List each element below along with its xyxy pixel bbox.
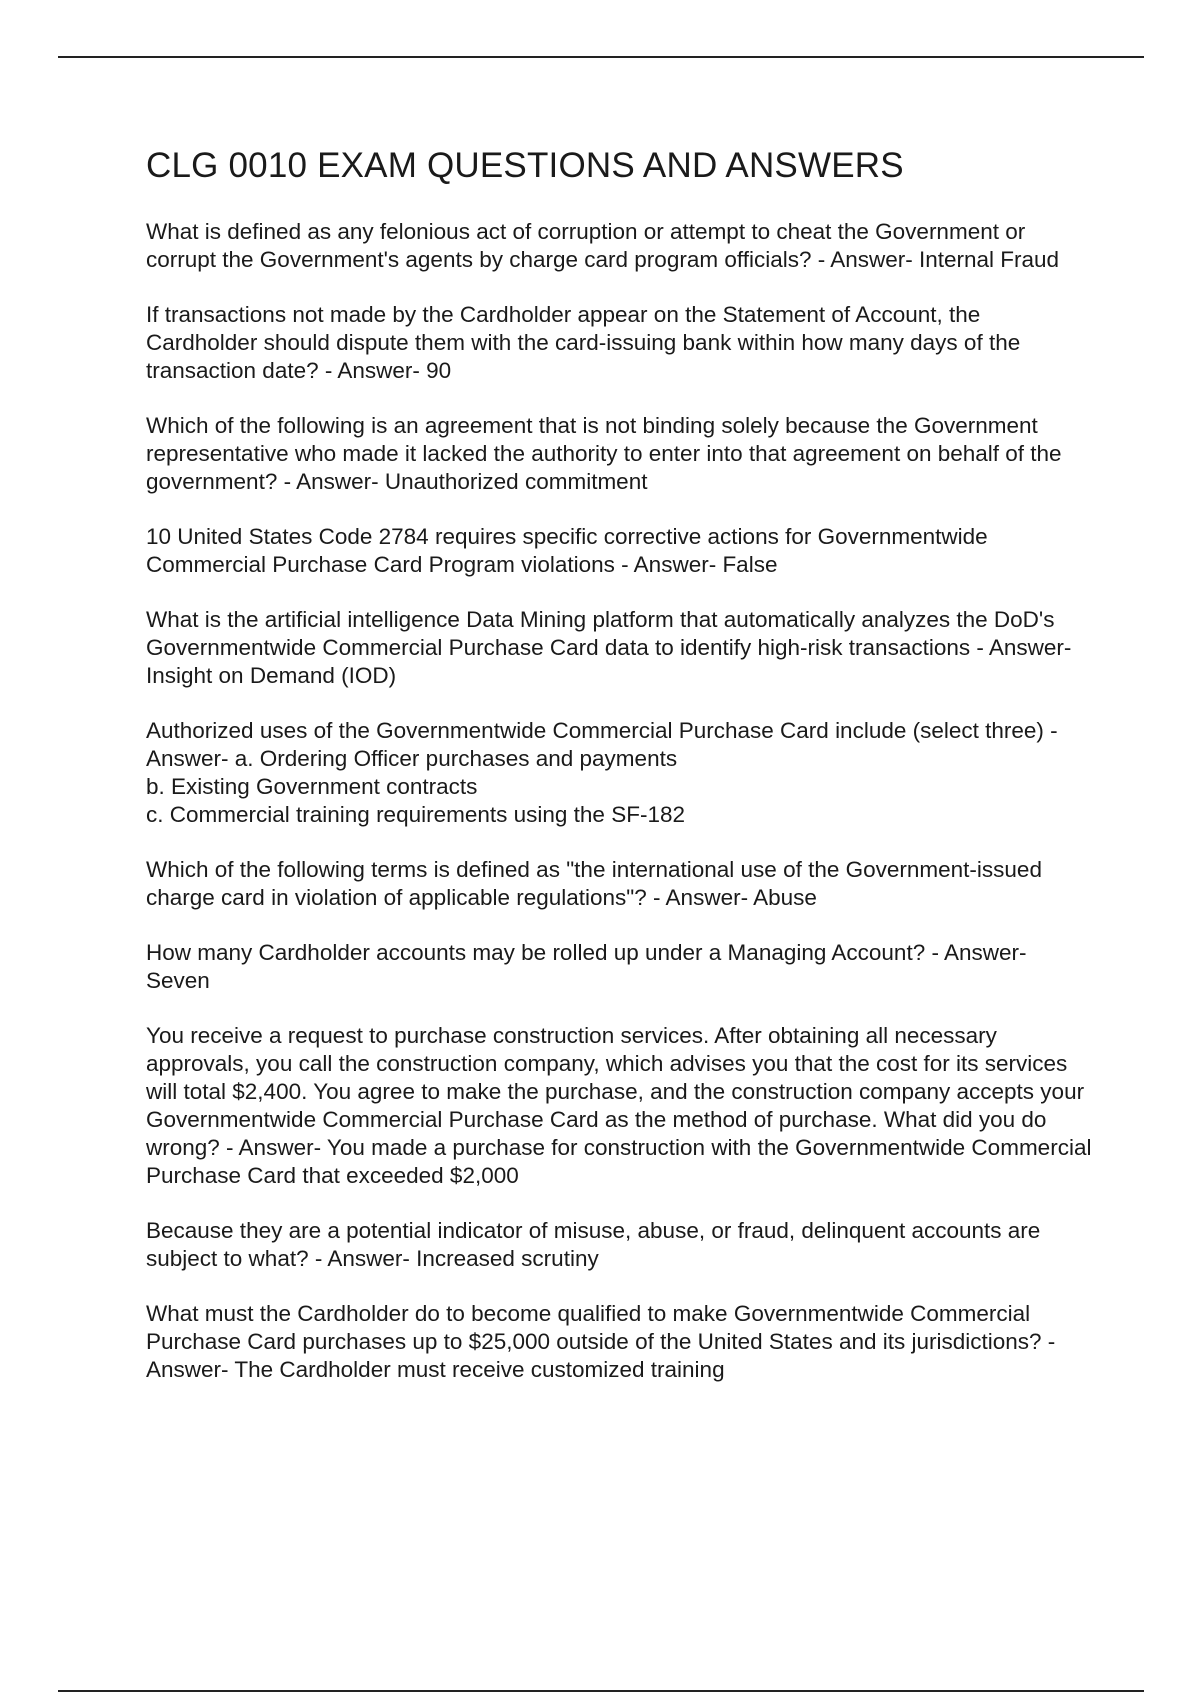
qa-item: Authorized uses of the Governmentwide Commercial Purchase Card include (select three) - Answer- a. Ordering Officer purchases and payments b. Existing Government contracts c. Commercial training requirements using the SF-182 xyxy=(146,718,1058,827)
qa-item: If transactions not made by the Cardholder appear on the Statement of Account, the Cardholder should dispute them with the card-issuing bank within how many days of the transaction date? - Answer- 90 xyxy=(146,302,1021,383)
qa-item: How many Cardholder accounts may be rolled up under a Managing Account? - Answer- Seven xyxy=(146,940,1027,993)
qa-item: Because they are a potential indicator of misuse, abuse, or fraud, delinquent accounts are subject to what? - Answer- Increased scrutiny xyxy=(146,1218,1041,1271)
document-body xyxy=(146,140,1096,1411)
page-title: CLG 0010 EXAM QUESTIONS AND ANSWERS xyxy=(146,146,904,185)
qa-list xyxy=(146,218,1096,1384)
qa-item: What must the Cardholder do to become qualified to make Governmentwide Commercial Purchase Card purchases up to $25,000 outside of the United States and its jurisdictions? - Answer- The Cardholder must receive customized training xyxy=(146,1301,1056,1382)
qa-item: You receive a request to purchase construction services. After obtaining all necessary approvals, you call the construction company, which advises you that the cost for its services will total $2,400. You agree to make the purchase, and the construction company accepts your Governmentwide Commercial Purchase Card as the method of purchase. What did you do wrong? - Answer- You made a purchase for construction with the Governmentwide Commercial Purchase Card that exceeded $2,000 xyxy=(146,1023,1092,1188)
qa-item: What is the artificial intelligence Data Mining platform that automatically analyzes the DoD's Governmentwide Commercial Purchase Card data to identify high-risk transactions - Answer- Insight on Demand (IOD) xyxy=(146,607,1072,688)
top-divider xyxy=(58,56,1144,58)
qa-item: Which of the following is an agreement that is not binding solely because the Government representative who made it lacked the authority to enter into that agreement on behalf of the government? - Answer- Unauthorized commitment xyxy=(146,413,1062,494)
qa-item: What is defined as any felonious act of corruption or attempt to cheat the Government or corrupt the Government's agents by charge card program officials? - Answer- Internal Fraud xyxy=(146,219,1060,272)
bottom-divider xyxy=(58,1690,1144,1692)
qa-item: 10 United States Code 2784 requires specific corrective actions for Governmentwide Commercial Purchase Card Program violations - Answer- False xyxy=(146,524,988,577)
qa-item: Which of the following terms is defined as "the international use of the Government-issued charge card in violation of applicable regulations"? - Answer- Abuse xyxy=(146,857,1042,910)
